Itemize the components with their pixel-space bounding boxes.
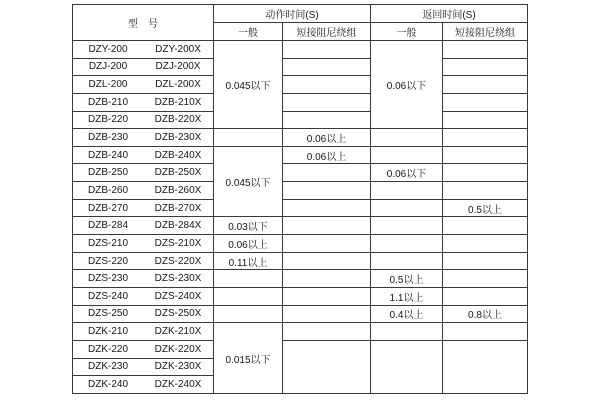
cell-model xyxy=(73,235,214,253)
table-row xyxy=(73,76,528,94)
table-row xyxy=(73,111,528,129)
model-name-x: DZB-210X xyxy=(154,96,202,108)
cell-ret-damped xyxy=(443,323,528,341)
table-row xyxy=(73,287,528,305)
model-name-x: DZS-210X xyxy=(154,237,202,249)
model-name-x: DZB-220X xyxy=(154,114,202,126)
cell-ret-damped: 0.5以上 xyxy=(443,199,528,217)
cell-act-general: 0.045以下 xyxy=(214,41,283,129)
cell-ret-general xyxy=(371,199,443,217)
model-name: DZB-260 xyxy=(87,184,128,196)
cell-model xyxy=(73,164,214,182)
cell-ret-damped xyxy=(443,270,528,288)
cell-act-damped xyxy=(283,235,371,253)
model-name: DZK-210 xyxy=(87,326,128,338)
model-name: DZS-230 xyxy=(87,273,128,285)
model-name: DZB-270 xyxy=(87,202,128,214)
model-name-x: DZK-210X xyxy=(154,326,202,338)
model-name: DZB-230 xyxy=(87,132,128,144)
cell-ret-damped xyxy=(443,182,528,200)
model-name-x: DZB-240X xyxy=(154,149,202,161)
model-name-x: DZB-250X xyxy=(154,167,202,179)
cell-ret-damped xyxy=(443,146,528,164)
cell-ret-general: 0.4以上 xyxy=(371,305,443,323)
cell-act-general xyxy=(214,305,283,323)
cell-model xyxy=(73,146,214,164)
cell-model xyxy=(73,76,214,94)
model-name: DZB-220 xyxy=(87,114,128,126)
model-name-x: DZB-260X xyxy=(154,184,202,196)
model-name-x: DZK-230X xyxy=(154,361,202,373)
col-header-action-time: 动作时间(S) xyxy=(214,5,371,23)
cell-act-damped xyxy=(283,164,371,182)
cell-ret-damped xyxy=(443,58,528,76)
cell-model xyxy=(73,252,214,270)
model-name-x: DZS-220X xyxy=(154,255,202,267)
cell-ret-general xyxy=(371,323,443,341)
table-row xyxy=(73,235,528,253)
cell-act-general xyxy=(214,287,283,305)
cell-act-damped xyxy=(283,287,371,305)
cell-ret-general xyxy=(371,217,443,235)
cell-model xyxy=(73,340,214,358)
table-row xyxy=(73,146,528,164)
cell-model xyxy=(73,287,214,305)
cell-ret-general xyxy=(371,182,443,200)
cell-act-damped xyxy=(283,252,371,270)
model-name-x: DZK-220X xyxy=(154,343,202,355)
cell-act-general xyxy=(214,129,283,147)
model-name-x: DZS-230X xyxy=(154,273,202,285)
cell-act-damped: 0.06以上 xyxy=(283,146,371,164)
cell-act-damped xyxy=(283,270,371,288)
cell-model xyxy=(73,270,214,288)
cell-act-damped xyxy=(283,323,371,341)
cell-act-damped xyxy=(283,340,371,393)
cell-ret-general xyxy=(371,235,443,253)
cell-ret-damped xyxy=(443,129,528,147)
model-name: DZS-210 xyxy=(87,237,128,249)
model-name-x: DZL-200X xyxy=(155,79,201,91)
col-header-model: 型 号 xyxy=(73,5,214,41)
model-name-x: DZB-284X xyxy=(154,220,202,232)
model-name: DZK-220 xyxy=(87,343,128,355)
col-header-action-general: 一般 xyxy=(214,23,283,41)
cell-act-general: 0.045以下 xyxy=(214,146,283,217)
cell-model xyxy=(73,93,214,111)
cell-model xyxy=(73,41,214,59)
cell-ret-general: 0.5以上 xyxy=(371,270,443,288)
cell-model xyxy=(73,199,214,217)
table-row xyxy=(73,340,528,358)
model-name: DZS-240 xyxy=(87,290,128,302)
model-name: DZB-284 xyxy=(87,220,128,232)
cell-act-general: 0.11以上 xyxy=(214,252,283,270)
cell-model xyxy=(73,358,214,376)
cell-model xyxy=(73,323,214,341)
model-name-x: DZY-200X xyxy=(155,43,201,55)
table-row xyxy=(73,217,528,235)
col-header-return-damped: 短接阻尼绕组 xyxy=(443,23,528,41)
model-name: DZY-200 xyxy=(88,43,128,55)
cell-ret-general xyxy=(371,146,443,164)
cell-ret-damped xyxy=(443,164,528,182)
model-name: DZL-200 xyxy=(88,79,128,91)
table-row xyxy=(73,252,528,270)
model-name: DZB-250 xyxy=(87,167,128,179)
table-row xyxy=(73,323,528,341)
cell-ret-damped xyxy=(443,235,528,253)
cell-ret-damped: 0.8以上 xyxy=(443,305,528,323)
cell-model xyxy=(73,111,214,129)
col-header-return-time: 返回时间(S) xyxy=(371,5,528,23)
cell-model xyxy=(73,129,214,147)
cell-model xyxy=(73,376,214,394)
cell-act-general xyxy=(214,270,283,288)
cell-act-damped xyxy=(283,58,371,76)
cell-ret-damped xyxy=(443,287,528,305)
model-name-x: DZB-230X xyxy=(154,132,202,144)
cell-model xyxy=(73,58,214,76)
model-name: DZS-250 xyxy=(87,308,128,320)
col-header-return-general: 一般 xyxy=(371,23,443,41)
model-name-x: DZB-270X xyxy=(154,202,202,214)
model-name: DZS-220 xyxy=(87,255,128,267)
cell-ret-damped xyxy=(443,41,528,59)
table-row xyxy=(73,93,528,111)
cell-ret-general: 0.06以下 xyxy=(371,164,443,182)
cell-ret-damped xyxy=(443,217,528,235)
table-row xyxy=(73,129,528,147)
col-header-action-damped: 短接阻尼绕组 xyxy=(283,23,371,41)
cell-model xyxy=(73,182,214,200)
cell-act-damped xyxy=(283,76,371,94)
spec-table xyxy=(72,4,528,394)
cell-act-damped xyxy=(283,217,371,235)
table-row xyxy=(73,164,528,182)
cell-ret-general xyxy=(371,340,443,393)
cell-act-general: 0.015以下 xyxy=(214,323,283,394)
cell-act-damped xyxy=(283,182,371,200)
model-name: DZJ-200 xyxy=(88,61,128,73)
cell-ret-general: 1.1以上 xyxy=(371,287,443,305)
model-name: DZK-240 xyxy=(87,378,128,390)
cell-act-damped xyxy=(283,199,371,217)
cell-ret-damped xyxy=(443,340,528,393)
cell-act-damped xyxy=(283,111,371,129)
table-row xyxy=(73,199,528,217)
model-name-x: DZS-240X xyxy=(154,290,202,302)
table-row xyxy=(73,182,528,200)
cell-ret-damped xyxy=(443,252,528,270)
cell-ret-general: 0.06以下 xyxy=(371,41,443,129)
cell-act-damped xyxy=(283,93,371,111)
cell-ret-damped xyxy=(443,93,528,111)
table-row xyxy=(73,58,528,76)
cell-act-damped xyxy=(283,305,371,323)
model-name: DZB-210 xyxy=(87,96,128,108)
cell-act-general: 0.06以上 xyxy=(214,235,283,253)
cell-act-damped: 0.06以上 xyxy=(283,129,371,147)
model-name-x: DZJ-200X xyxy=(155,61,201,73)
table-row xyxy=(73,270,528,288)
model-name: DZK-230 xyxy=(87,361,128,373)
cell-act-general: 0.03以下 xyxy=(214,217,283,235)
model-name: DZB-240 xyxy=(87,149,128,161)
table-row xyxy=(73,41,528,59)
cell-model xyxy=(73,217,214,235)
model-name-x: DZS-250X xyxy=(154,308,202,320)
cell-ret-damped xyxy=(443,76,528,94)
cell-ret-general xyxy=(371,252,443,270)
table-row xyxy=(73,305,528,323)
cell-act-damped xyxy=(283,41,371,59)
cell-model xyxy=(73,305,214,323)
model-name-x: DZK-240X xyxy=(154,378,202,390)
cell-ret-damped xyxy=(443,111,528,129)
cell-ret-general xyxy=(371,129,443,147)
